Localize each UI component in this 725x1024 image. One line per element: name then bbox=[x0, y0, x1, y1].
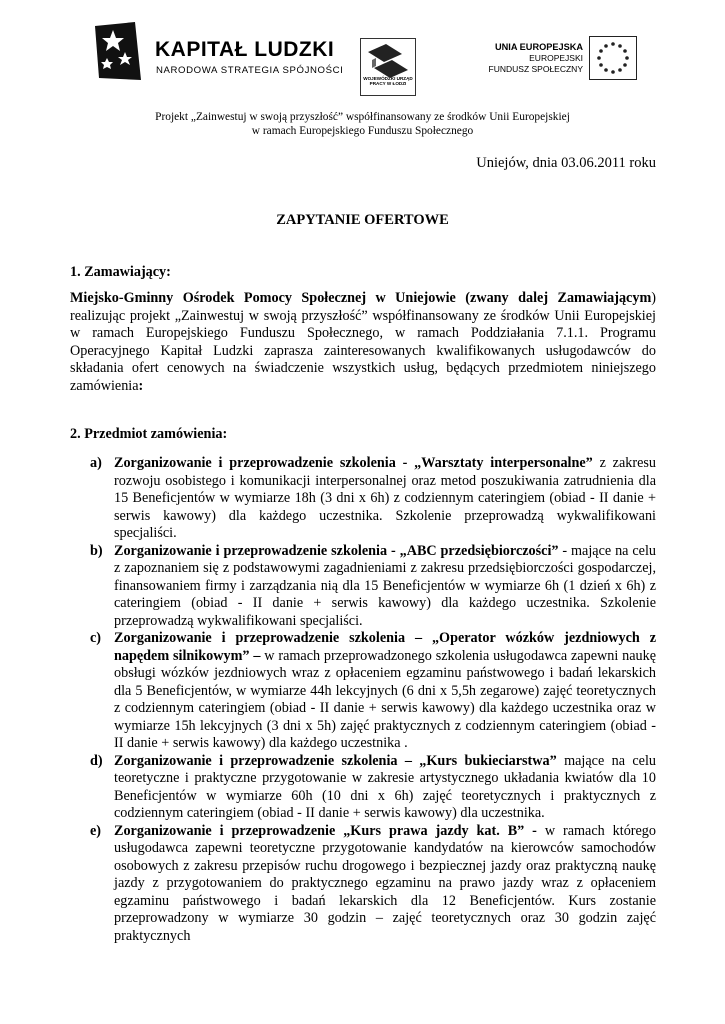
section-2-heading: 2. Przedmiot zamówienia: bbox=[70, 426, 228, 442]
list-item bbox=[70, 753, 656, 823]
kapital-ludzki-title: KAPITAŁ LUDZKI bbox=[155, 38, 335, 61]
section-1-end: : bbox=[138, 377, 144, 394]
project-note bbox=[0, 110, 725, 138]
logo-bar bbox=[95, 16, 665, 96]
ue-logo-text bbox=[463, 42, 583, 75]
eu-flag-icon bbox=[589, 36, 637, 80]
section-1-bold-lead: Miejsko-Gminny Ośrodek Pomocy Społecznej w Uniejowie (zwany dalej Zamawiającym bbox=[70, 290, 652, 306]
list-marker: a) bbox=[90, 455, 102, 471]
ue-line-3: FUNDUSZ SPOŁECZNY bbox=[488, 64, 583, 74]
list-item bbox=[70, 543, 656, 631]
list-item bbox=[70, 823, 656, 946]
document-date: Uniejów, dnia 03.06.2011 roku bbox=[476, 155, 656, 171]
project-note-line-1: Projekt „Zainwestuj w swoją przyszłość” współfinansowany ze środków Unii Europejskiej bbox=[155, 111, 570, 123]
section-1-body: ) realizując projekt „Zainwestuj w swoją przyszłość” współfinansowany ze środków Unii Europejskiej w ramach Europejskiego Funduszu Społecznego, w ramach Poddziałania 7.1.1. Programu Operacyjnego Kapitał Ludzki zaprasza zainteresowanych kwalifikowanych usługodawców do składania ofert cenowych na świadczenie wszystkich usług, będących przedmiotem niniejszego zamówienia bbox=[70, 290, 656, 394]
wup-logo-icon bbox=[360, 38, 416, 96]
list-item bbox=[70, 630, 656, 753]
list-item-title: Zorganizowanie i przeprowadzenie szkolenia - „Warsztaty interpersonalne” bbox=[114, 455, 593, 471]
list-item-title: Zorganizowanie i przeprowadzenie szkolenia - „ABC przedsiębiorczości” bbox=[114, 542, 559, 559]
wup-logo-text: WOJEWÓDZKI URZĄD PRACY W ŁODZI bbox=[363, 76, 413, 86]
section-1-heading: 1. Zamawiający: bbox=[70, 264, 171, 280]
ue-line-2: EUROPEJSKI bbox=[529, 53, 583, 63]
list-item-text: w ramach którego usługodawca zapewni teoretyczne przygotowanie kandydatów na kierowców samochodów osobowych z zakresu przepisów ruchu drogowego i bezpiecznej jazdy oraz praktyczną naukę jazdy z przygotowaniem do praktycznego egzaminu na prawo jazdy wraz z opłaceniem egzaminu państwowego i badań lekarskich dla 12 Beneficjentów. Kurs zostanie przeprowadzony w wymiarze 30 godzin – zajęć teoretycznych oraz 30 godzin zajęć praktycznych bbox=[114, 822, 656, 944]
list-item bbox=[70, 455, 656, 543]
project-note-line-2: w ramach Europejskiego Funduszu Społecznego bbox=[251, 125, 474, 137]
list-marker: b) bbox=[90, 542, 103, 559]
list-item-text: mające na celu teoretyczne i praktyczne przygotowanie w zakresie artystycznego układania kwiatów dla 10 Beneficjentów w wymiarze 60h (10 dni x 6h) zajęć teoretycznych i praktycznych z codziennym cateringiem (obiad - II danie + serwis kawowy) dla uczestnika. bbox=[114, 752, 656, 821]
document-title: ZAPYTANIE OFERTOWE bbox=[276, 212, 449, 228]
order-items-list bbox=[70, 455, 656, 945]
list-item-title: Zorganizowanie i przeprowadzenie „Kurs prawa jazdy kat. B” - bbox=[114, 822, 537, 839]
kapital-ludzki-subtitle: NARODOWA STRATEGIA SPÓJNOŚCI bbox=[156, 65, 344, 76]
list-marker: c) bbox=[90, 630, 102, 646]
list-item-text: w ramach przeprowadzonego szkolenia usługodawca zapewni naukę obsługi wózków jezdniowych wraz z opłaceniem egzaminu państwowego i badań lekarskich dla 5 Beneficjentów, w wymiarze 44h lekcyjnych (6 dni x 5,5h zegarowe) zajęć teoretycznych z codziennym cateringiem (obiad - II danie + serwis kawowy) dla każdego uczestnika oraz w wymiarze 15h lekcyjnych (3 dni x 5h) zajęć praktycznych z codziennym cateringiem (obiad - II danie + serwis kawowy) dla każdego uczestnika . bbox=[114, 647, 656, 751]
ue-line-1: UNIA EUROPEJSKA bbox=[495, 42, 583, 52]
list-item-title: Zorganizowanie i przeprowadzenie szkolenia – „Kurs bukieciarstwa” bbox=[114, 752, 557, 769]
list-item-text: z zakresu rozwoju osobistego i komunikacji interpersonalnej oraz metod poszukiwania zatrudnienia dla 15 Beneficjentów w wymiarze 18h (3 dni x 6h) z codziennym cateringiem (obiad - II danie + serwis kawowy) dla każdego uczestnika. Szkolenie przeprowadzą wykwalifikowani specjaliści. bbox=[114, 455, 656, 541]
section-1-paragraph bbox=[70, 290, 656, 395]
kapital-ludzki-logo-icon bbox=[95, 22, 141, 80]
list-item-text: - mające na celu z zapoznaniem się z podstawowymi zagadnieniami z zakresu przedsiębiorczości gospodarczej, finansowaniem firmy i zarządzania nią dla 15 Beneficjentów w wymiarze 6h (1 dzień x 6h) z cateringiem (obiad - II danie + serwis kawowy) dla każdego uczestnika. Szkolenie przeprowadzą wykwalifikowani specjaliści. bbox=[114, 542, 656, 629]
list-marker: e) bbox=[90, 822, 102, 839]
list-item-title: Zorganizowanie i przeprowadzenie szkolenia – „Operator wózków jezdniowych z napędem silnikowym” – bbox=[114, 630, 656, 664]
list-marker: d) bbox=[90, 752, 103, 769]
